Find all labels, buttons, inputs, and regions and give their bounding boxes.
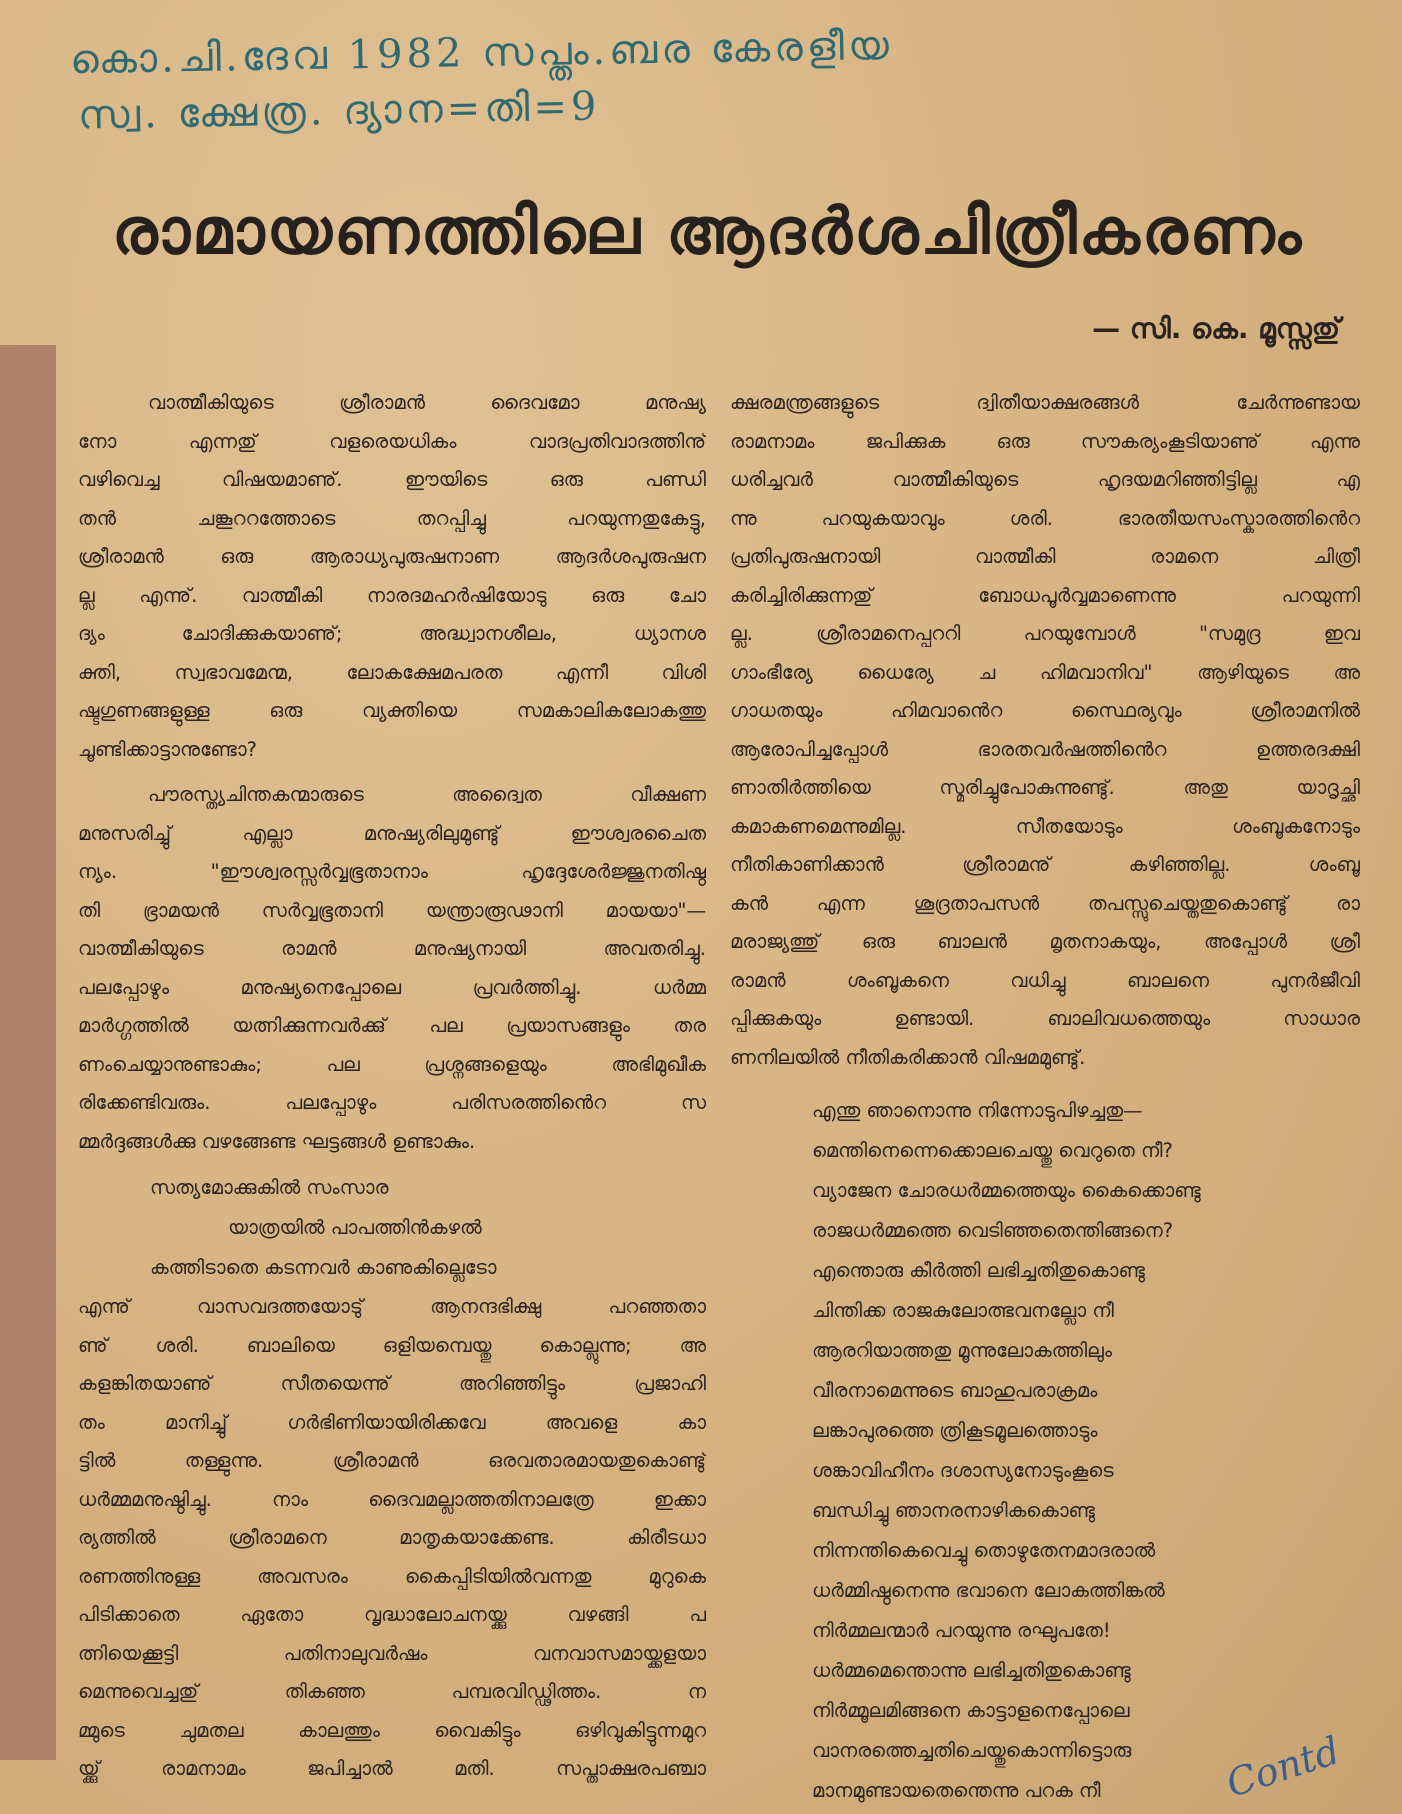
text-line: ദ്യം ചോദിക്കുകയാണു്; അദ്ധ്വാനശീലം, ധ്യാനശ: [78, 622, 706, 645]
verse-line: കത്തിടാതെ കടന്നവർ കാണുകില്ലെടോ: [150, 1256, 497, 1279]
text-line: മരാജ്യത്തു് ഒരു ബാലൻ മൃതനാകയും, അപ്പോൾ ശ്രീ: [730, 930, 1360, 953]
text-line: ധരിച്ചവർ വാത്മീകിയുടെ ഹൃദയമറിഞ്ഞിട്ടില്ല എ: [730, 468, 1360, 491]
handwritten-note-line-1: കൊ.ചി.ദേവ 1982 സപ്തം.ബര കേരളീയ: [69, 22, 894, 84]
text-line: ണാതിർത്തിയെ സ്മരിച്ചുപോകുന്നുണ്ടു്. അതു യാദൃച്ഛി: [730, 776, 1360, 799]
text-line: മാർഗ്ഗത്തിൽ യത്നിക്കുന്നവർക്കു് പല പ്രയാസങ്ങളും തര: [78, 1014, 706, 1037]
verse-quote-bali: [730, 1091, 1360, 1811]
verse-line: എന്തൊരു കീർത്തി ലഭിച്ചതിതുകൊണ്ടു: [812, 1259, 1145, 1282]
text-line: ണംചെയ്യാനുണ്ടാകും; പല പ്രശ്നങ്ങളെയും അഭിമുഖീക: [78, 1052, 706, 1076]
verse-line: നിന്നന്തികെവെച്ചു തൊഴുതേനമാദരാൽ: [812, 1539, 1156, 1562]
text-line: ര്യത്തിൽ ശ്രീരാമനെ മാതൃകയാക്കേണ്ട. കിരീടധാ: [78, 1526, 706, 1549]
verse-line: ആരറിയാത്തതു മൂന്നുലോകത്തിലും: [812, 1339, 1112, 1362]
verse-line: സത്യമോക്കുകിൽ സംസാര: [150, 1176, 389, 1199]
verse-line: എന്തു ഞാനൊന്നു നിന്നോടുപിഴച്ചതു—: [812, 1099, 1143, 1122]
paragraph-1: [78, 384, 706, 769]
text-line: ട്ടിൽ തള്ളുന്നു. ശ്രീരാമൻ ഒരവതാരമായതുകൊണ്ടു്: [78, 1449, 706, 1472]
handwritten-contd-note: Contd: [1221, 1728, 1345, 1806]
text-line: വഴിവെച്ച വിഷയമാണു്. ഈയിടെ ഒരു പണ്ഡി: [78, 468, 706, 491]
text-line: മെന്നുവെച്ചതു് തികഞ്ഞ പമ്പരവിഡ്ഢിത്തം. ന: [78, 1680, 706, 1703]
text-line: ഗാംഭീര്യേ ധൈര്യേ ച ഹിമവാനിവ" ആഴിയുടെ അ: [730, 660, 1360, 684]
text-line: ന്യം. "ഈശ്വരസ്സർവ്വഭൂതാനാം ഹൃദ്ദേശേർജ്ജുനതിഷ്ഠ: [78, 860, 706, 883]
text-line: രാമനാമം ജപിക്കുക ഒരു സൗകര്യംകൂടിയാണു് എന്നു: [730, 429, 1360, 453]
paragraph-4: [730, 384, 1360, 1077]
verse-line: ധർമ്മിഷ്ഠനെന്നു ഭവാനെ ലോകത്തിങ്കൽ: [812, 1579, 1165, 1602]
text-line: തൻ ചങ്കൂററത്തോടെ തറപ്പിച്ചു പറയുന്നതുകേട്ടു,: [78, 506, 706, 530]
text-line: മനുസരിച്ചു് എല്ലാ മനുഷ്യരിലുമുണ്ടു് ഈശ്വരചൈത: [78, 821, 706, 845]
article-byline: — സി. കെ. മൂസ്സതു്: [1092, 312, 1340, 345]
text-line: ക്തി, സ്വഭാവമേന്മ, ലോകക്ഷേമപരത എന്നീ വിശി: [78, 660, 706, 684]
verse-line: നിർമ്മൂലമിങ്ങനെ കാട്ടാളനെപ്പോലെ: [812, 1699, 1130, 1722]
verse-line: യാത്രയിൽ പാപത്തിൻകഴൽ: [228, 1216, 482, 1239]
text-line: ല്ല. ശ്രീരാമനെപ്പററി പറയുമ്പോൾ "സമുദ്ര ഇവ: [730, 622, 1360, 645]
text-line: ഷ്ടഗുണങ്ങളുള്ള ഒരു വ്യക്തിയെ സമകാലികലോകത്തു: [78, 699, 706, 722]
verse-line: ചിന്തിക്ക രാജകുലോത്ഭവനല്ലോ നീ: [812, 1299, 1114, 1322]
verse-line: ബന്ധിച്ചു ഞാനരനാഴികകൊണ്ടു: [812, 1499, 1095, 1522]
article-title: രാമായണത്തിലെ ആദർശചിത്രീകരണം: [111, 195, 1304, 269]
text-line: നീതികാണിക്കാൻ ശ്രീരാമനു് കഴിഞ്ഞില്ല. ശംബൂ: [730, 853, 1360, 876]
text-line: ല്ല എന്നു്. വാത്മീകി നാരദമഹർഷിയോടു ഒരു ചോ: [78, 583, 706, 607]
text-line: ചൂണ്ടിക്കാട്ടാനുണ്ടോ?: [78, 737, 258, 761]
text-line: പൗരസ്ത്യചിന്തകന്മാരുടെ അദ്വൈത വീക്ഷണ: [148, 783, 706, 806]
paragraph-2: [78, 776, 706, 1161]
text-line: രിക്കേണ്ടിവരും. പലപ്പോഴും പരിസരത്തിൻെറ സ: [78, 1091, 706, 1114]
text-line: രാമൻ ശംബൂകനെ വധിച്ചു ബാലനെ പുനർജീവി: [730, 968, 1360, 992]
text-line: കളങ്കിതയാണു് സീതയെന്നു് അറിഞ്ഞിട്ടും പ്രജാഹി: [78, 1372, 706, 1395]
verse-line: വീരനാമെന്നുടെ ബാഹുപരാക്രമം: [812, 1379, 1098, 1402]
text-line: എന്നു് വാസവദത്തയോടു് ആനന്ദഭിക്ഷു പറഞ്ഞതാ: [78, 1295, 706, 1318]
text-line: തി ഭ്രാമയൻ സർവ്വഭൂതാനി യന്ത്രാരൂഢാനി മായയാ"—: [78, 898, 706, 922]
verse-line: ശങ്കാവിഹീനം ദശാസ്യനോടുംകൂടെ: [812, 1459, 1114, 1482]
text-line: കരിച്ചിരിക്കുന്നതു് ബോധപൂർവ്വമാണെന്നു പറയുന്നി: [730, 583, 1360, 607]
left-column: [78, 384, 706, 1789]
text-line: തം മാനിച്ചു് ഗർഭിണിയായിരിക്കവേ അവളെ കാ: [78, 1410, 706, 1434]
text-line: ണനിലയിൽ നീതികരിക്കാൻ വിഷമമുണ്ടു്.: [730, 1045, 1086, 1069]
text-line: പ്പിക്കുകയും ഉണ്ടായി. ബാലിവധത്തെയും സാധാര: [730, 1007, 1360, 1030]
verse-line: നിർമ്മലന്മാർ പറയുന്നു രഘുപതേ!: [812, 1619, 1111, 1642]
text-line: മ്മുടെ ചുമതല കാലത്തും വൈകിട്ടും ഒഴിവുകിട്ടുന്നമുറ: [78, 1718, 706, 1742]
verse-line: വാനരത്തെച്ചതിചെയ്തുകൊന്നിട്ടൊരു: [812, 1739, 1132, 1762]
text-line: മ്മർദ്ദങ്ങൾക്കു വഴങ്ങേണ്ട ഘട്ടങ്ങൾ ഉണ്ടാകും.: [78, 1129, 476, 1153]
text-line: ക്ഷരമന്ത്രങ്ങളുടെ ദ്വിതീയാക്ഷരങ്ങൾ ചേർന്നുണ്ടായ: [730, 391, 1360, 414]
text-line: കൻ എന്ന ശൂദ്രതാപസൻ തപസ്സുചെയ്തതുകൊണ്ടു് രാ: [730, 891, 1360, 915]
verse-quote: [78, 1168, 706, 1288]
text-line: കമാകണമെന്നുമില്ല. സീതയോടും ശംബൂകനോടും: [730, 814, 1360, 838]
text-line: ത്നിയെക്കൂട്ടി പതിനാലുവർഷം വനവാസമായ്ക്കളയാ: [78, 1641, 706, 1665]
verse-line: ധർമ്മമെന്തൊന്നു ലഭിച്ചതിതുകൊണ്ടു: [812, 1659, 1131, 1682]
verse-line: ലങ്കാപുരത്തെ ത്രികൂടമൂലത്തൊടും: [812, 1419, 1098, 1442]
verse-line: മാനമുണ്ടായതെന്തെന്നു പറക നീ: [812, 1779, 1101, 1802]
text-line: വാത്മീകിയുടെ ശ്രീരാമൻ ദൈവമോ മനുഷ്യ: [148, 391, 706, 414]
text-line: ധർമ്മമനുഷ്ഠിച്ചു. നാം ദൈവമല്ലാത്തതിനാലത്രേ ഇക്കാ: [78, 1487, 706, 1511]
text-line: പലപ്പോഴും മനുഷ്യനെപ്പോലെ പ്രവർത്തിച്ചു. ധർമ്മ: [78, 975, 706, 999]
right-column: [730, 384, 1360, 1811]
verse-line: വ്യാജേന ചോരധർമ്മത്തെയും കൈക്കൊണ്ടു: [812, 1179, 1201, 1202]
text-line: രണത്തിനുള്ള അവസരം കൈപ്പിടിയിൽവന്നതു മുറുകെ: [78, 1564, 706, 1588]
handwritten-note-line-2: സ്വ. ക്ഷേത്ര. ദ്യാന=തി=9: [77, 83, 601, 139]
text-line: യ്ക്കു് രാമനാമം ജപിച്ചാൽ മതി. സപ്താക്ഷരപഞ്ചാ: [78, 1757, 706, 1780]
text-line: പിടിക്കാതെ ഏതോ വൃദ്ധാലോചനയ്ക്കു വഴങ്ങി പ: [78, 1603, 706, 1626]
paper-edge-strip: [0, 345, 56, 1760]
text-line: പ്രതിപുരുഷനായി വാത്മീകി രാമനെ ചിത്രീ: [730, 545, 1360, 568]
verse-line: മെന്തിനെന്നെക്കൊലചെയ്തു വെറുതെ നീ?: [812, 1139, 1173, 1162]
text-line: ശ്രീരാമൻ ഒരു ആരാധ്യപുരുഷനാണ ആദർശപുരുഷന: [78, 545, 706, 568]
paragraph-3: [78, 1288, 706, 1789]
verse-line: രാജധർമ്മത്തെ വെടിഞ്ഞതെന്തിങ്ങനെ?: [812, 1219, 1174, 1242]
text-line: ണു് ശരി. ബാലിയെ ഒളിയമ്പെയ്തു കൊല്ലുന്നു; അ: [78, 1333, 706, 1357]
text-line: ഗാധതയും ഹിമവാൻെറ സ്ഥൈര്യവും ശ്രീരാമനിൽ: [730, 699, 1360, 722]
text-line: ന്നു പറയുകയാവും ശരി. ഭാരതീയസംസ്കാരത്തിൻെറ: [730, 506, 1360, 530]
text-line: വാത്മീകിയുടെ രാമൻ മനുഷ്യനായി അവതരിച്ചു.: [78, 937, 706, 960]
text-line: ആരോപിച്ചപ്പോൾ ഭാരതവർഷത്തിൻെറ ഉത്തരദക്ഷി: [730, 737, 1360, 761]
text-line: നോ എന്നതു് വളരെയധികം വാദപ്രതിവാദത്തിനു്: [78, 429, 706, 453]
